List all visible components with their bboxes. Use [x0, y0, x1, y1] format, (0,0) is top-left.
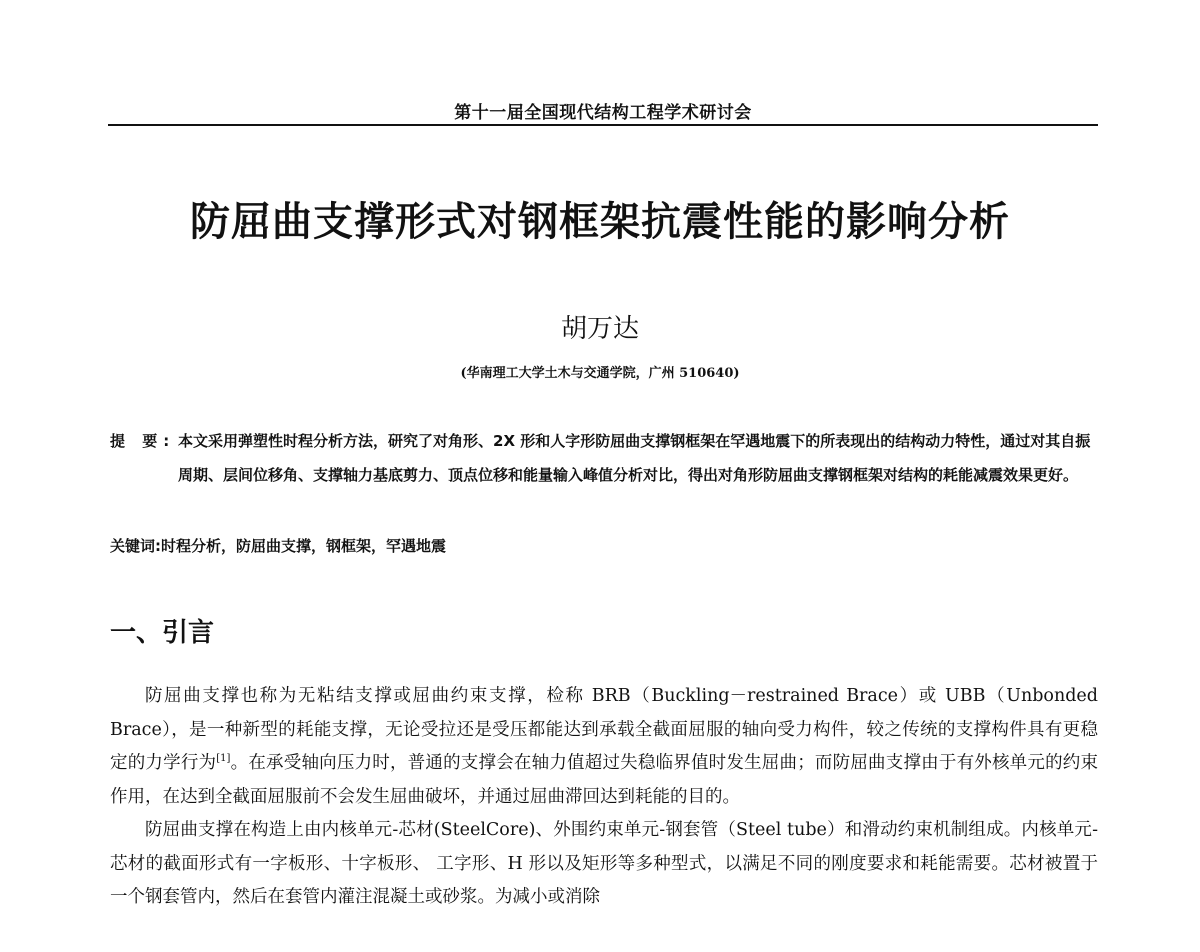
section-heading: 一、引言 [110, 618, 215, 648]
paper-title: 防屈曲支撑形式对钢框架抗震性能的影响分析 [190, 199, 1010, 245]
citation-ref: [1] [216, 753, 231, 765]
header-rule [108, 124, 1098, 126]
author-name: 胡万达 [560, 314, 639, 344]
paragraph-1-part-a: 防屈曲支撑也称为无粘结支撑或屈曲约束支撑，检称 BRB（Buckling－restrained Brace）或 UBB（Unbonded Brace），是一种新型的耗能支撑，无论受拉还是受压都能达到承载全截面屈服的轴向受力构件，较之传统的支撑构件具有更稳定的力学行为 [110, 686, 1098, 773]
affiliation: (华南理工大学土木与交通学院，广州 510640) [460, 366, 740, 381]
keywords-text: 时程分析，防屈曲支撑，钢框架，罕遇地震 [161, 537, 447, 555]
abstract [110, 424, 1098, 492]
running-header: 第十一届全国现代结构工程学术研讨会 [454, 103, 752, 123]
paragraph-1 [110, 680, 1098, 814]
abstract-label: 提 要: [110, 432, 176, 450]
paragraph-2: 防屈曲支撑在构造上由内核单元-芯材(SteelCore)、外围约束单元-钢套管（Steel tube）和滑动约束机制组成。内核单元-芯材的截面形式有一字板形、十字板形、 工字形、H 形以及矩形等多种型式，以满足不同的刚度要求和耗能需要。芯材被置于一个钢套管内，然后在套管内灌注混凝土或砂浆。为减小或消除 [110, 820, 1098, 907]
abstract-text: 本文采用弹塑性时程分析方法，研究了对角形、2X 形和人字形防屈曲支撑钢框架在罕遇地震下的所表现出的结构动力特性，通过对其自振周期、层间位移角、支撑轴力基底剪力、顶点位移和能量输入峰值分析对比，得出对角形防屈曲支撑钢框架对结构的耗能减震效果更好。 [178, 432, 1091, 484]
body-text [110, 680, 1098, 915]
keywords-label: 关键词: [110, 537, 161, 555]
paragraph-1-part-b: 。在承受轴向压力时，普通的支撑会在轴力值超过失稳临界值时发生屈曲；而防屈曲支撑由于有外核单元的约束作用，在达到全截面屈服前不会发生屈曲破坏，并通过屈曲滞回达到耗能的目的。 [110, 753, 1099, 807]
keywords [110, 534, 1098, 558]
